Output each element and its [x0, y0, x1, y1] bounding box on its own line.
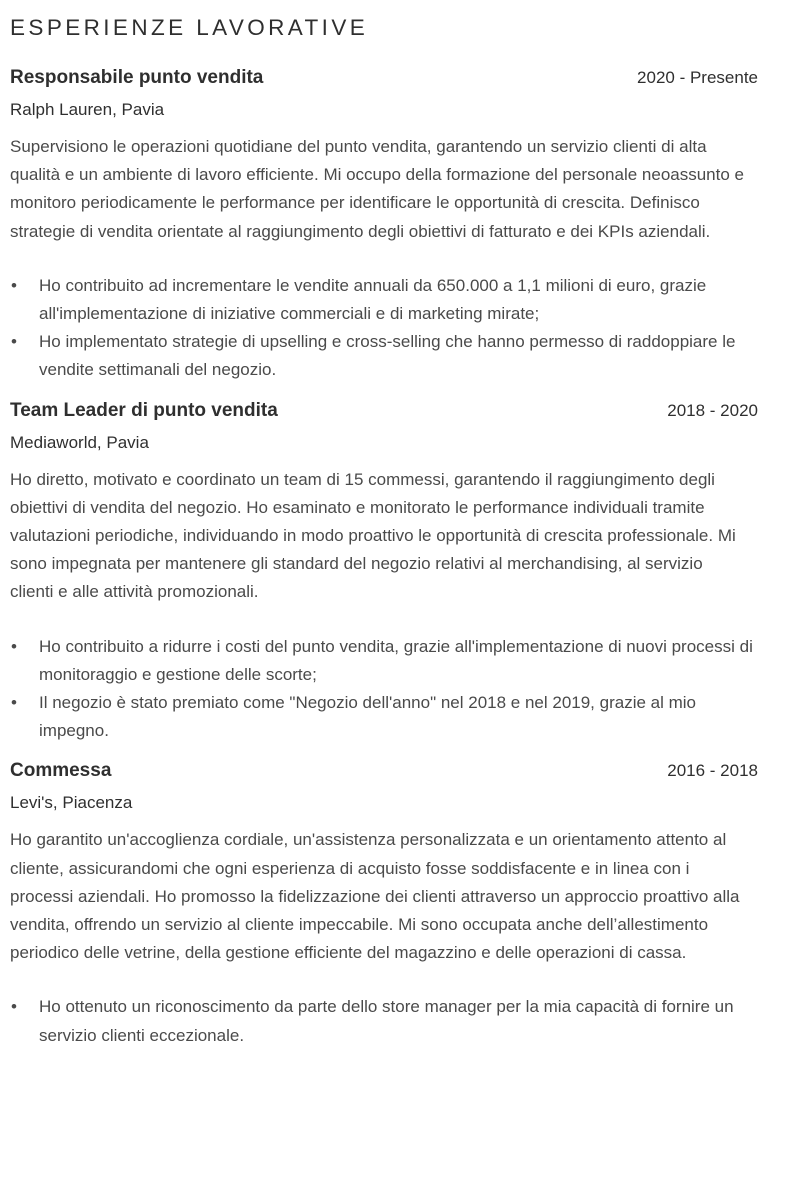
- job-company: Ralph Lauren, Pavia: [10, 100, 165, 119]
- achievement-text: Ho implementato strategie di upselling e cross-selling che hanno permesso di raddoppiare le vendite settimanali del negozio.: [39, 332, 736, 380]
- job-entry: [10, 759, 759, 1049]
- job-description: Ho diretto, motivato e coordinato un team di 15 commessi, garantendo il raggiungimento degli obiettivi di vendita del negozio. Ho esaminato e monitorato le performance individuali tramite valutazioni periodiche, individuando in modo proattivo le opportunità di crescita professionale. Mi sono impegnata per mantenere gli standard del negozio relativi al merchandising, al servizio clienti e alle attività promozionali.: [10, 469, 736, 602]
- bullet-icon: •: [11, 693, 17, 713]
- job-entry: [10, 66, 759, 385]
- job-title: Commessa: [10, 760, 112, 782]
- job-dates: 2020 - Presente: [637, 68, 758, 87]
- bullet-icon: •: [11, 275, 17, 295]
- job-dates: 2018 - 2020: [667, 400, 758, 420]
- achievement-text: Ho contribuito a ridurre i costi del punto vendita, grazie all'implementazione di nuovi processi di monitoraggio e gestione delle scorte;: [39, 636, 753, 684]
- achievement-text: Il negozio è stato premiato come "Negozio dell'anno" nel 2018 e nel 2019, grazie al mio impegno.: [39, 693, 696, 741]
- achievement-text: Ho ottenuto un riconoscimento da parte dello store manager per la mia capacità di fornire un servizio clienti eccezionale.: [39, 997, 734, 1045]
- job-title: Responsabile punto vendita: [10, 67, 264, 88]
- job-company: Mediaworld, Pavia: [10, 432, 149, 452]
- achievement-item: [10, 993, 758, 1049]
- job-header: [10, 759, 758, 783]
- achievement-item: [10, 633, 758, 689]
- job-description: Ho garantito un'accoglienza cordiale, un'assistenza personalizzata e un orientamento attento al cliente, assicurandomi che ogni esperienza di acquisto fosse soddisfacente e in linea con i processi aziendali. Ho promosso la fidelizzazione dei clienti attraverso un approccio proattivo alla vendita, offrendo un servizio al cliente impeccabile. Mi sono occupata anche dell’allestimento periodico delle vetrine, della gestione efficiente del magazzino e delle operazioni di cassa.: [10, 830, 740, 963]
- bullet-icon: •: [11, 997, 17, 1017]
- job-header: [10, 399, 758, 423]
- achievement-item: [10, 689, 758, 745]
- achievement-list: [10, 633, 758, 746]
- achievement-list: [10, 272, 758, 385]
- job-header: [10, 66, 758, 90]
- job-title: Team Leader di punto vendita: [10, 399, 278, 421]
- achievement-item: [10, 328, 758, 384]
- achievement-item: [10, 272, 758, 328]
- job-description: Supervisiono le operazioni quotidiane del punto vendita, garantendo un servizio clienti di alta qualità e un ambiente di lavoro efficiente. Mi occupo della formazione del personale neoassunto e monitoro periodicamente le performance per identificare le opportunità di crescita. Definisco strategie di vendita orientate al raggiungimento degli obiettivi di fatturato e dei KPIs aziendali.: [10, 137, 744, 241]
- bullet-icon: •: [11, 332, 17, 352]
- job-company: Levi's, Piacenza: [10, 793, 133, 813]
- section-title: ESPERIENZE LAVORATIVE: [10, 15, 369, 40]
- achievement-list: [10, 993, 758, 1049]
- job-dates: 2016 - 2018: [667, 761, 758, 781]
- achievement-text: Ho contribuito ad incrementare le vendite annuali da 650.000 a 1,1 milioni di euro, grazie all'implementazione di iniziative commerciali e di marketing mirate;: [39, 275, 707, 324]
- job-entry: [10, 399, 759, 746]
- bullet-icon: •: [11, 636, 17, 656]
